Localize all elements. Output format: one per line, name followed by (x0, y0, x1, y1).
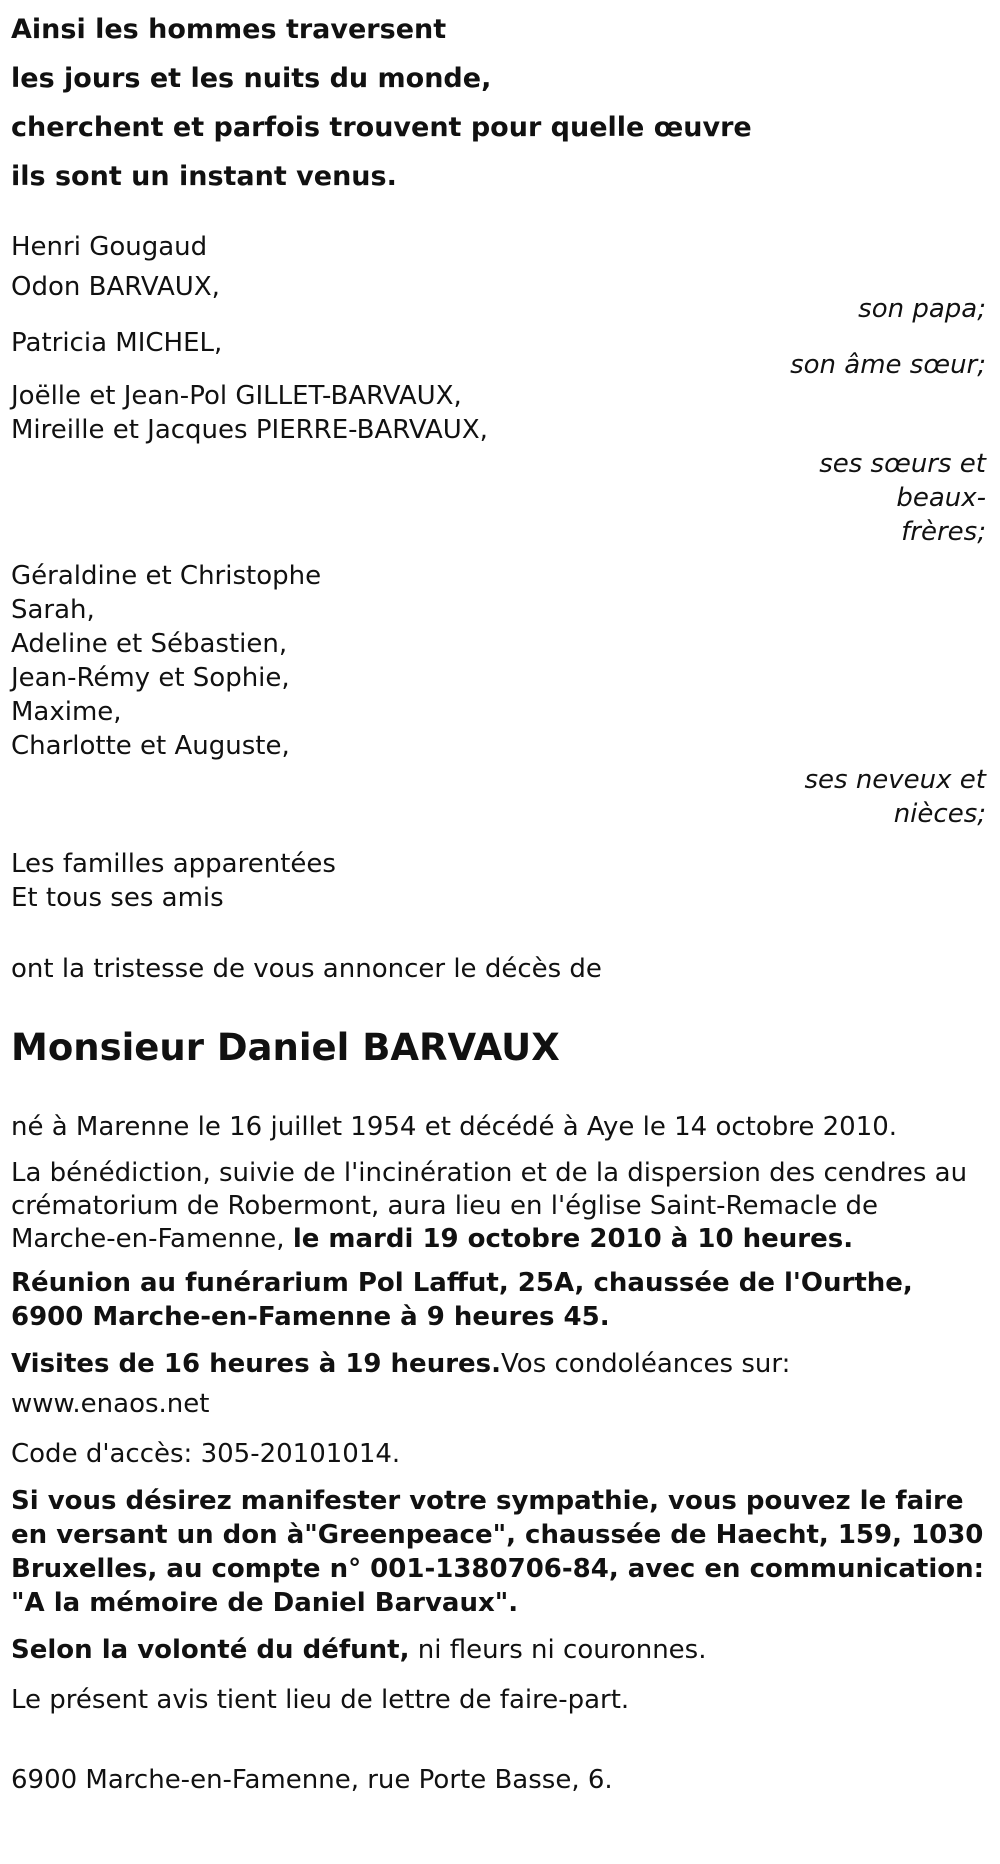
siblings-relation: ses sœurs et beaux- (819, 449, 986, 513)
deceased-name: Monsieur Daniel BARVAUX (11, 1026, 560, 1069)
nephew-name: Géraldine et Christophe (11, 561, 322, 591)
access-code: Code d'accès: 305-20101014. (11, 1439, 401, 1469)
nephew-name: Adeline et Sébastien, (11, 629, 288, 659)
poem-line: ils sont un instant venus. (11, 161, 397, 192)
wish-text: ni fleurs ni couronnes. (409, 1635, 707, 1665)
poem-line: les jours et les nuits du monde, (11, 63, 492, 94)
donation-paragraph: Si vous désirez manifester votre sympathie, vous pouvez le faire en versant un don à"Greenpeace", chaussée de Haecht, 159, 1030 Bruxelles, au compte n° 001-1380706-84, avec en communication: "A la mémoire de Daniel Barvaux". (11, 1486, 985, 1618)
poem-line: Ainsi les hommes traversent (11, 14, 447, 45)
visits-hours: Visites de 16 heures à 19 heures. (11, 1349, 502, 1379)
announcement: ont la tristesse de vous annoncer le décès de (11, 954, 602, 984)
condolences-text: Vos condoléances sur: www.enaos.net (11, 1349, 791, 1419)
sibling-name: Joëlle et Jean-Pol GILLET-BARVAUX, (11, 381, 462, 411)
partner-name: Patricia MICHEL, (11, 328, 223, 358)
address: 6900 Marche-en-Famenne, rue Porte Basse, 6. (11, 1765, 613, 1795)
visits-paragraph (11, 1344, 986, 1424)
notice: Le présent avis tient lieu de lettre de faire-part. (11, 1685, 630, 1715)
nephew-name: Maxime, (11, 697, 122, 727)
family-partner (11, 323, 986, 385)
nephew-name: Charlotte et Auguste, (11, 731, 290, 761)
wish-label: Selon la volonté du défunt, (11, 1635, 410, 1665)
sibling-name: Mireille et Jacques PIERRE-BARVAUX, (11, 415, 488, 445)
poem-author: Henri Gougaud (11, 232, 208, 262)
poem-line: cherchent et parfois trouvent pour quelle œuvre (11, 112, 752, 143)
others-line: Et tous ses amis (11, 883, 224, 913)
birth-death: né à Marenne le 16 juillet 1954 et décédé à Aye le 14 octobre 2010. (11, 1112, 898, 1142)
nephew-name: Jean-Rémy et Sophie, (11, 663, 290, 693)
family-nephews (11, 559, 986, 831)
nephews-relation: nièces; (893, 799, 986, 829)
family-siblings (11, 379, 986, 549)
meeting-paragraph: Réunion au funérarium Pol Laffut, 25A, chaussée de l'Ourthe, 6900 Marche-en-Famenne à 9 heures 45. (11, 1268, 913, 1332)
partner-relation: son âme sœur; (790, 350, 986, 380)
poem (11, 5, 986, 201)
nephews-relation: ses neveux et (804, 765, 986, 795)
others-line: Les familles apparentées (11, 849, 336, 879)
ceremony-date: le mardi 19 octobre 2010 à 10 heures. (292, 1224, 854, 1254)
obituary-page (11, 5, 986, 1800)
siblings-relation: frères; (901, 517, 986, 547)
wish-paragraph (11, 1630, 986, 1670)
family-others (11, 847, 986, 915)
ceremony-text: La bénédiction, suivie de l'incinération et de la dispersion des cendres au crématorium de Robermont, aura lieu en l'église Saint-Remacle de Marche-en-Famenne, (11, 1158, 968, 1254)
nephew-name: Sarah, (11, 595, 95, 625)
father-name: Odon BARVAUX, (11, 272, 220, 302)
ceremony-paragraph (11, 1157, 986, 1256)
father-relation: son papa; (858, 294, 986, 324)
family-father (11, 267, 986, 329)
